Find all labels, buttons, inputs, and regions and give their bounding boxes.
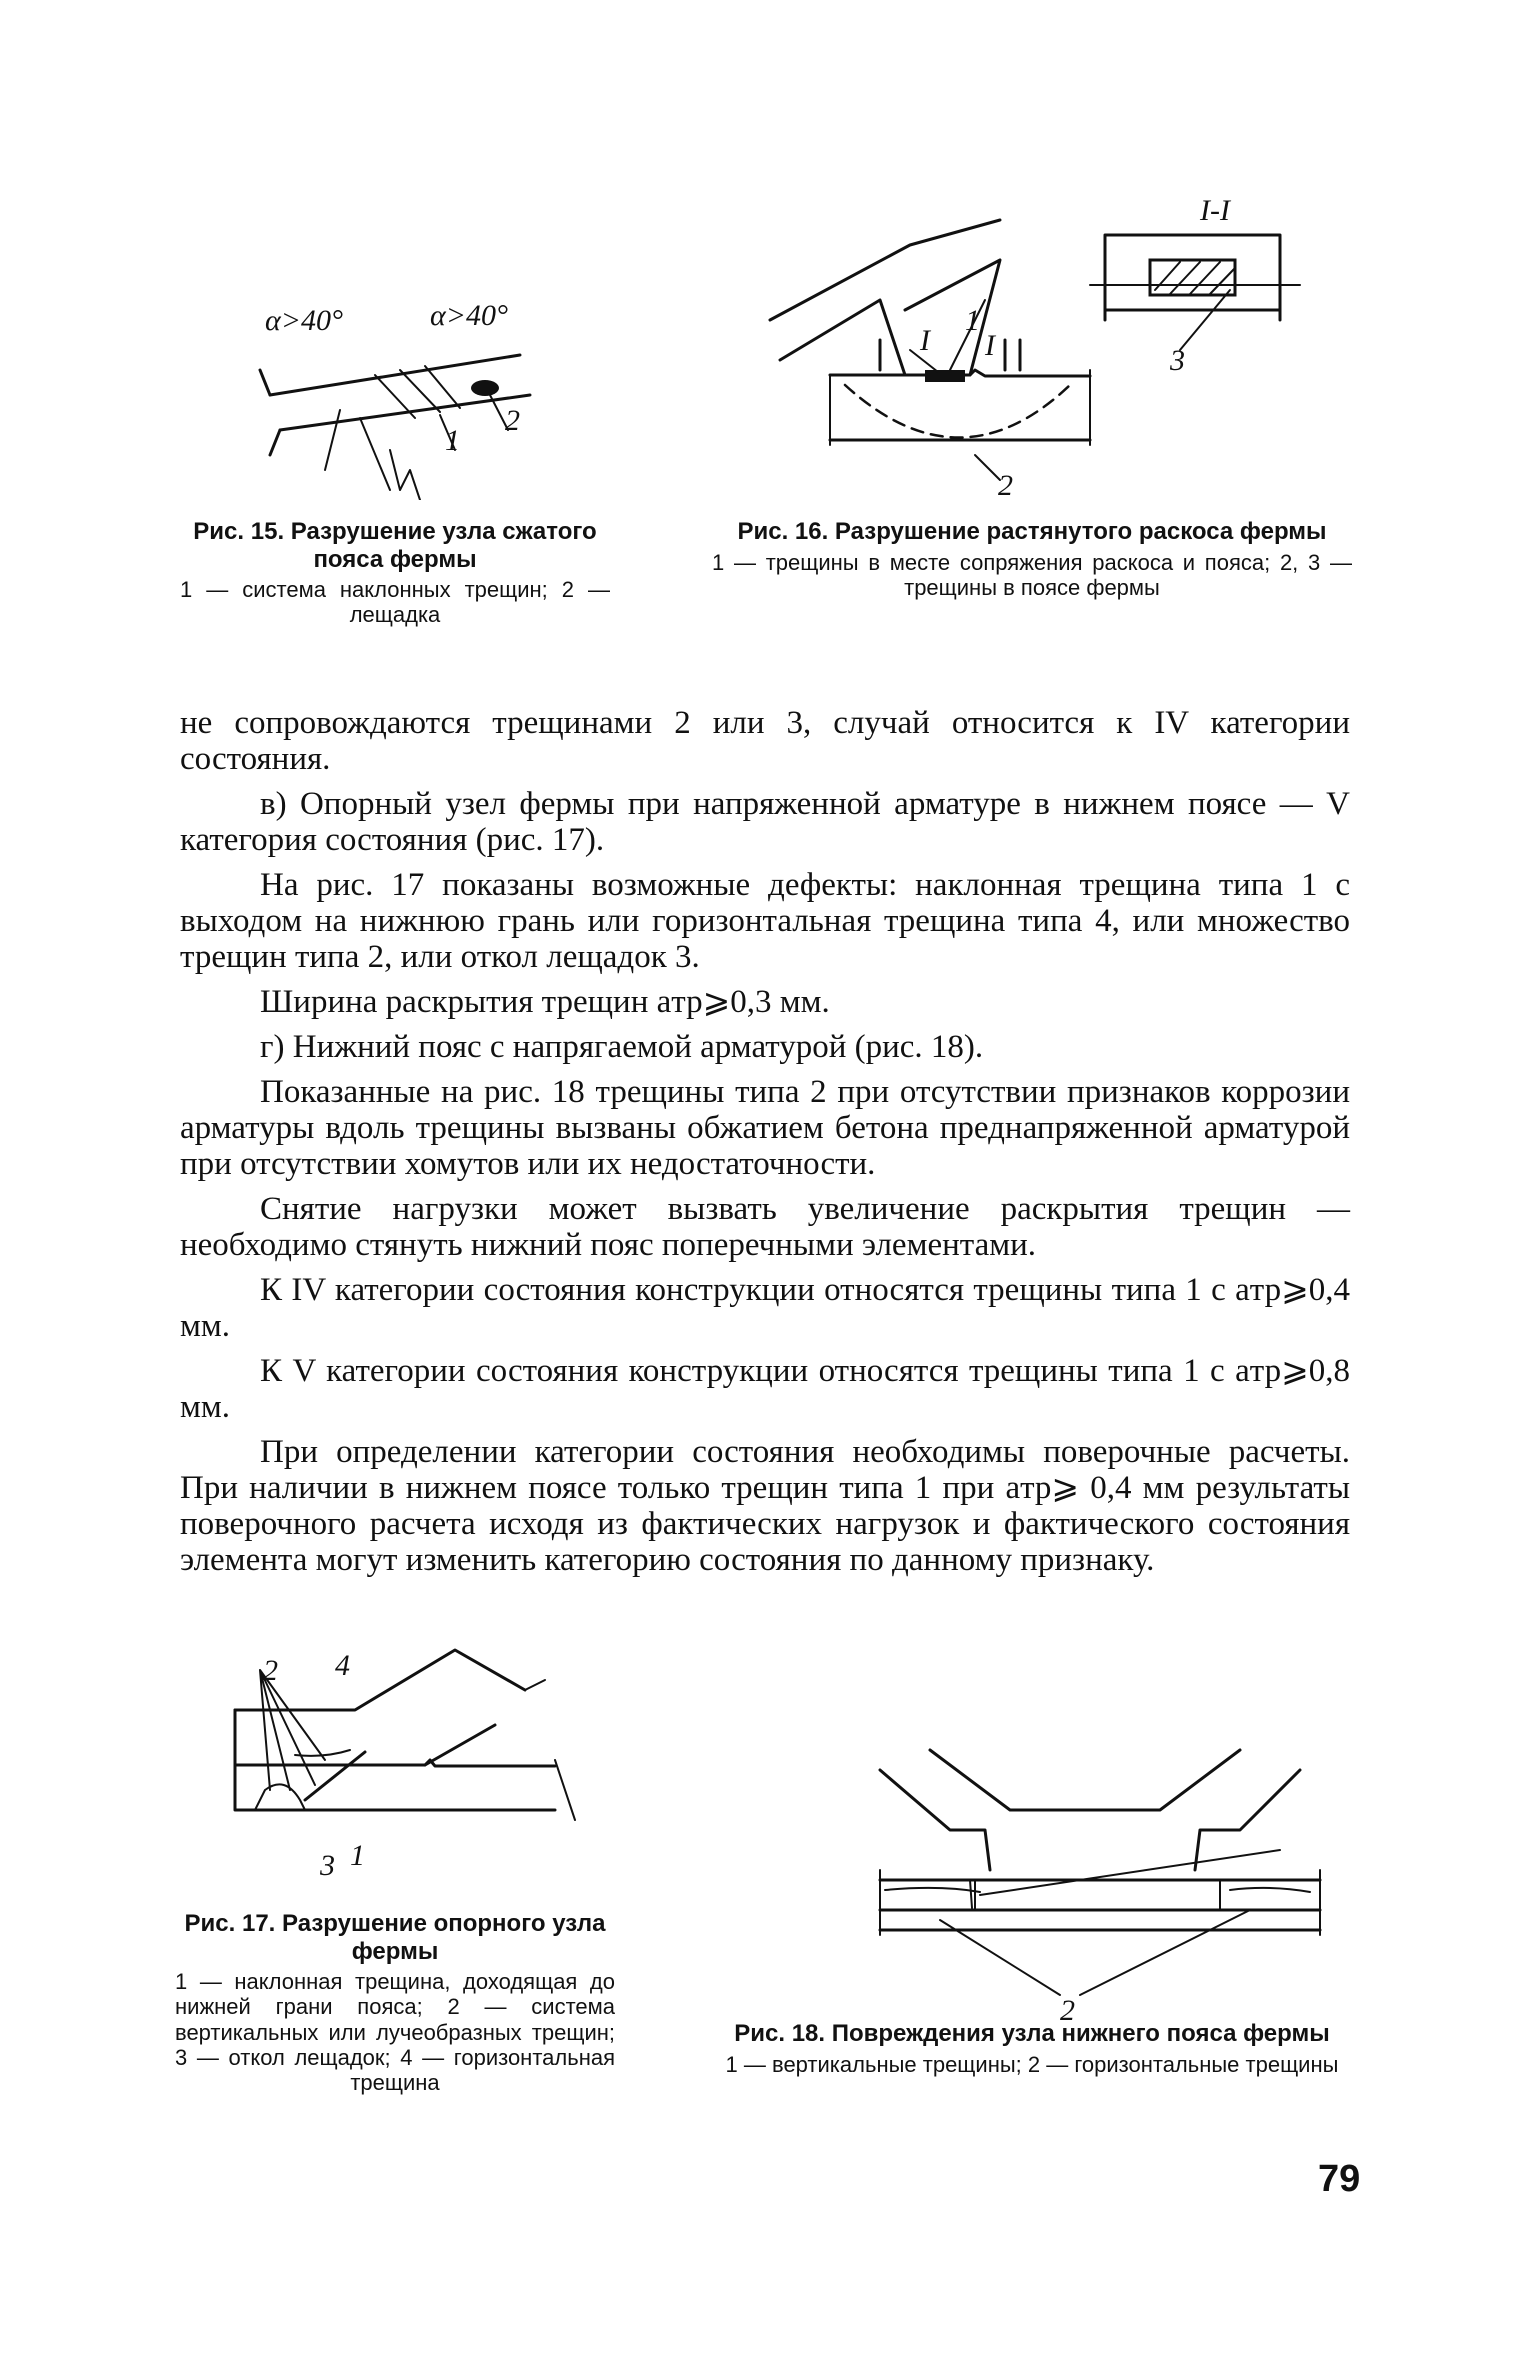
fig16-section-label: I-I (1200, 194, 1230, 227)
figure-17 (225, 1640, 595, 1900)
figure-18 (860, 1720, 1340, 2020)
fig17-label-4: 4 (335, 1649, 350, 1682)
body-text (180, 705, 1350, 1587)
paragraph-9: К V категории состояния конструкции относятся трещины типа 1 с aтр⩾0,8 мм. (180, 1353, 1350, 1425)
figure-15-caption (180, 518, 610, 628)
figure-18-caption (712, 2020, 1352, 2077)
figure-18-legend: 1 — вертикальные трещины; 2 — горизонтальные трещины (725, 2051, 1339, 2077)
fig17-label-1: 1 (350, 1839, 365, 1872)
fig15-angle-left: α>40° (265, 304, 343, 337)
figure-16 (760, 190, 1320, 500)
figure-17-legend: 1 — наклонная трещина, доходящая до нижней грани пояса; 2 — система вертикальных или лучеобразных трещин; 3 — откол лещадок; 4 — горизонтальная трещина (175, 1969, 615, 2096)
fig15-label-2: 2 (505, 404, 520, 437)
paragraph-1: не сопровождаются трещинами 2 или 3, случай относится к IV категории состояния. (180, 705, 1350, 777)
fig15-angle-right: α>40° (430, 300, 508, 332)
fig16-cut-left: I (920, 324, 930, 357)
paragraph-6: Показанные на рис. 18 трещины типа 2 при отсутствии признаков коррозии арматуры вдоль трещины вызваны обжатием бетона преднапряженной арматурой при отсутствии хомутов или их недостаточности. (180, 1074, 1350, 1182)
figure-17-title: Рис. 17. Разрушение опорного узла фермы (184, 1910, 606, 1965)
figure-18-title: Рис. 18. Повреждения узла нижнего пояса фермы (734, 2020, 1330, 2047)
figure-16-legend: 1 — трещины в месте сопряжения раскоса и пояса; 2, 3 — трещины в поясе фермы (712, 549, 1352, 600)
fig16-label-3: 3 (1170, 344, 1185, 377)
figure-15-legend: 1 — система наклонных трещин; 2 — лещадка (180, 577, 610, 628)
paragraph-8: К IV категории состояния конструкции относятся трещины типа 1 с aтр⩾0,4 мм. (180, 1272, 1350, 1344)
fig16-label-2: 2 (998, 469, 1013, 500)
fig16-cut-right: I (985, 329, 995, 362)
fig15-label-1: 1 (445, 424, 460, 457)
paragraph-2: в) Опорный узел фермы при напряженной арматуре в нижнем поясе — V категория состояния (рис. 17). (180, 786, 1350, 858)
fig17-label-3: 3 (320, 1849, 335, 1882)
paragraph-4: Ширина раскрытия трещин aтр⩾0,3 мм. (260, 984, 830, 1020)
paragraph-5: г) Нижний пояс с напрягаемой арматурой (рис. 18). (260, 1029, 984, 1065)
paragraph-7: Снятие нагрузки может вызвать увеличение раскрытия трещин — необходимо стянуть нижний пояс поперечными элементами. (180, 1191, 1350, 1263)
figure-16-caption (712, 518, 1352, 600)
page-number: 79 (1318, 2158, 1361, 2200)
fig16-label-1: 1 (965, 304, 980, 337)
fig18-label-2: 2 (1060, 1994, 1075, 2020)
figure-15 (240, 300, 550, 500)
figure-15-title: Рис. 15. Разрушение узла сжатого пояса фермы (193, 518, 597, 573)
fig17-label-2: 2 (263, 1654, 278, 1687)
paragraph-3: На рис. 17 показаны возможные дефекты: наклонная трещина типа 1 с выходом на нижнюю грань или горизонтальная трещина типа 4, или множество трещин типа 2, или откол лещадок 3. (180, 867, 1350, 975)
paragraph-10: При определении категории состояния необходимы поверочные расчеты. При наличии в нижнем поясе только трещин типа 1 при aтр⩾ 0,4 мм результаты поверочного расчета исходя из фактических нагрузок и фактического состояния элемента могут изменить категорию состояния по данному признаку. (180, 1434, 1350, 1578)
figure-17-caption (175, 1910, 615, 2096)
figure-16-title: Рис. 16. Разрушение растянутого раскоса фермы (737, 518, 1327, 545)
